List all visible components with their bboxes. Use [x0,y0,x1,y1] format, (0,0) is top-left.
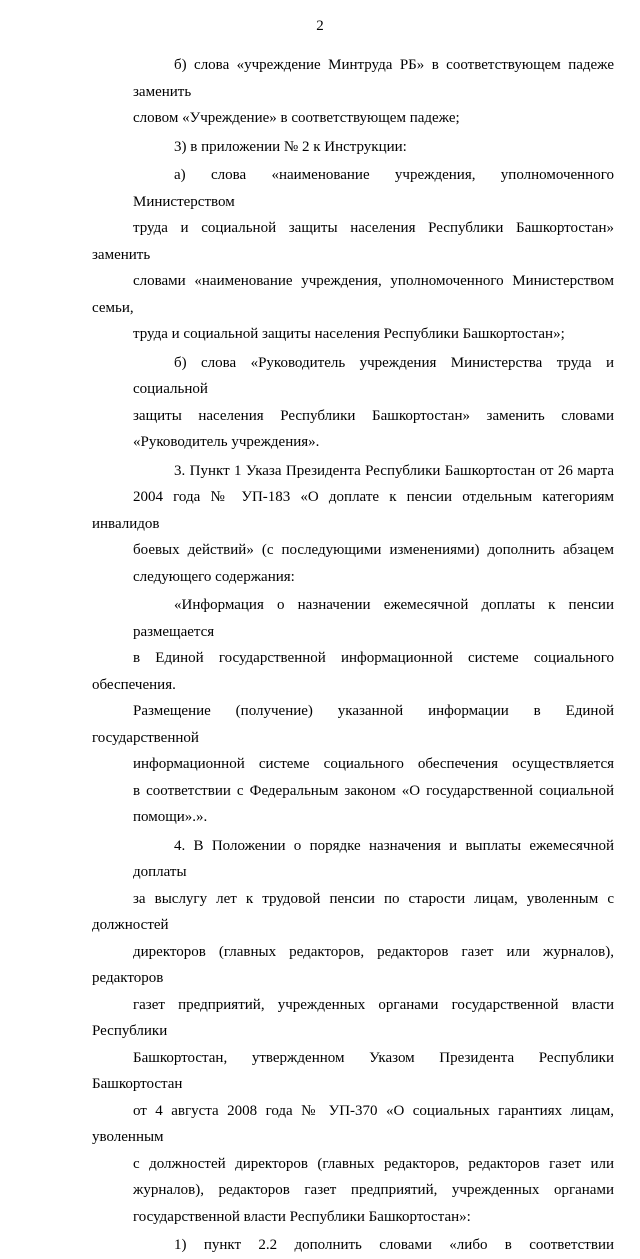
text-line: Размещение (получение) указанной информации в Единой государственной [92,703,614,746]
text-line: директоров (главных редакторов, редакторов газет или журналов), редакторов [92,943,614,986]
text-line: в Единой государственной информационной системе социального обеспечения. [92,650,614,693]
text-line: государственной власти Республики Башкортостан»: [133,1208,471,1225]
text-line: 1) пункт 2.2 дополнить словами «либо в соответствии [174,1237,614,1253]
paragraph [92,134,614,161]
paragraph [92,350,614,456]
text-line: 2004 года № УП-183 «О доплате к пенсии отдельным категориям инвалидов [92,489,614,532]
text-line: б) слова «Руководитель учреждения Министерства труда и социальной [133,354,614,397]
text-line: 3) в приложении № 2 к Инструкции: [174,138,407,155]
text-line: информационной системе социального обеспечения осуществляется [133,756,614,772]
text-line: помощи».». [133,809,208,825]
text-line: а) слова «наименование учреждения, уполномоченного Министерством [133,167,614,210]
paragraph [92,833,614,1231]
text-line: в соответствии с Федеральным законом «О государственной социальной [133,782,614,799]
paragraph [92,592,614,831]
text-line: газет предприятий, учрежденных органами государственной власти Республики [92,996,614,1039]
text-line: словом «Учреждение» в соответствующем падеже; [133,110,460,126]
text-line: 3. Пункт 1 Указа Президента Республики Башкортостан от 26 марта [174,462,614,479]
text-line: журналов), редакторов газет предприятий, учрежденных органами [133,1182,614,1198]
paragraph [92,52,614,132]
text-line: защиты населения Республики Башкортостан» заменить словами [133,407,614,424]
text-line: с должностей директоров (главных редакторов, редакторов газет или [133,1155,614,1172]
text-line: «Информация о назначении ежемесячной доплаты к пенсии размещается [133,597,614,640]
text-line: за выслугу лет к трудовой пенсии по старости лицам, уволенным с должностей [92,890,614,933]
text-line: словами «наименование учреждения, уполномоченного Министерством семьи, [92,273,614,316]
page-number: 2 [316,18,324,34]
text-line: 4. В Положении о порядке назначения и выплаты ежемесячной доплаты [133,837,614,880]
text-line: Башкортостан, утвержденном Указом Президента Республики Башкортостан [92,1049,614,1092]
text-line: «Руководитель учреждения». [133,434,320,450]
text-line: труда и социальной защиты населения Республики Башкортостан» заменить [92,220,614,263]
text-line: б) слова «учреждение Минтруда РБ» в соответствующем падеже заменить [133,57,614,100]
text-line: следующего содержания: [133,568,295,585]
text-line: труда и социальной защиты населения Республики Башкортостан»; [133,326,565,342]
text-line: боевых действий» (с последующими изменениями) дополнить абзацем [133,542,614,558]
paragraph [92,1232,614,1259]
text-line: от 4 августа 2008 года № УП-370 «О социальных гарантиях лицам, уволенным [92,1102,614,1145]
paragraph [92,162,614,348]
document-body [92,52,614,1259]
paragraph [92,458,614,591]
